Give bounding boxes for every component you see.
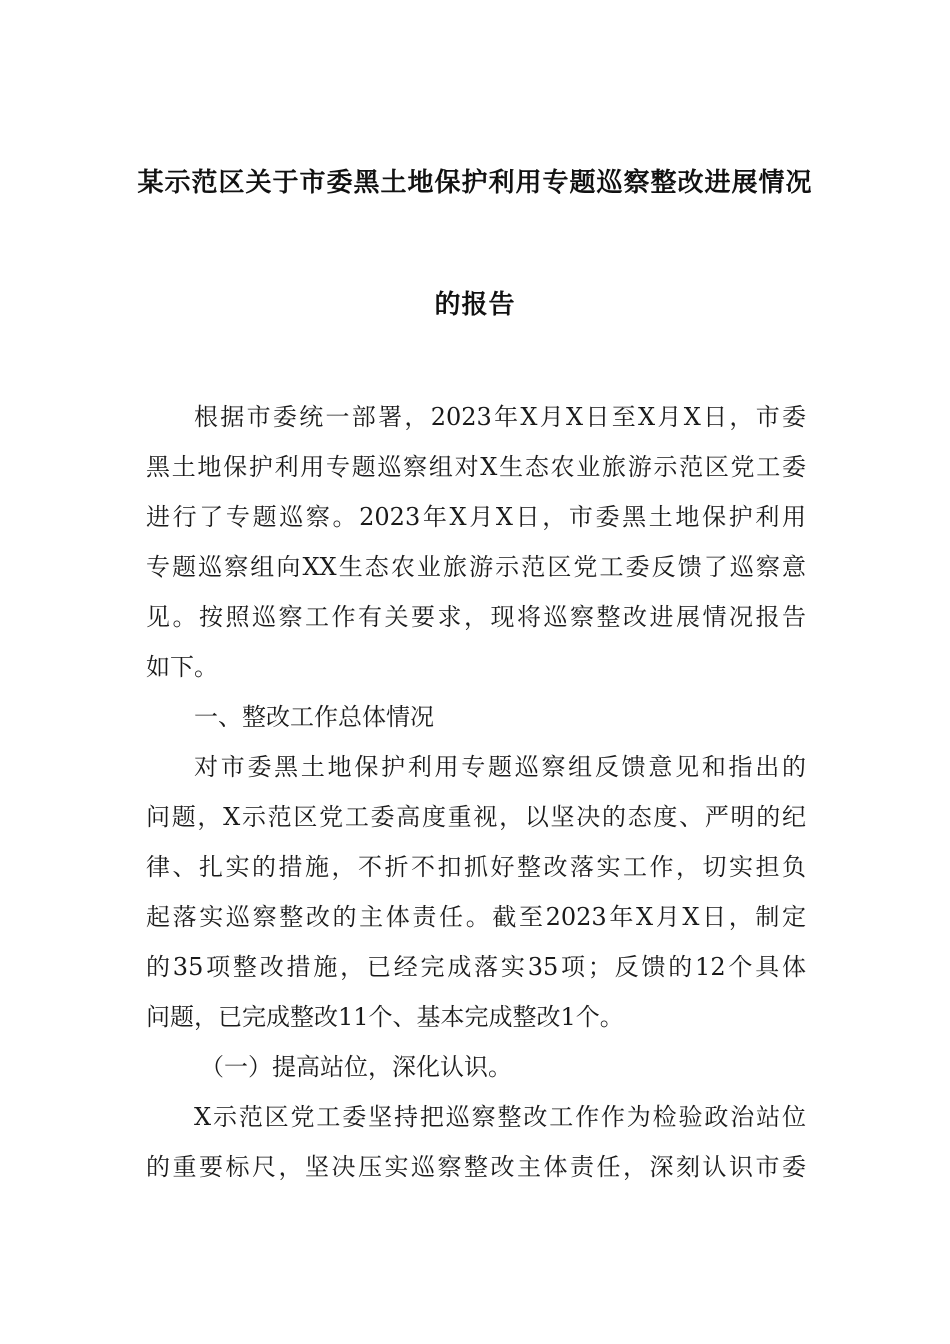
paragraph-line: 见。按照巡察工作有关要求，现将巡察整改进展情况报告 <box>146 603 806 631</box>
paragraph-line: 问题，X示范区党工委高度重视，以坚决的态度、严明的纪 <box>146 803 806 831</box>
paragraph-line: 律、扎实的措施，不折不扣抓好整改落实工作，切实担负 <box>146 853 806 881</box>
paragraph-line: 对市委黑土地保护利用专题巡察组反馈意见和指出的 <box>194 753 806 781</box>
document-body <box>146 392 806 1192</box>
paragraph-line: 起落实巡察整改的主体责任。截至2023年X月X日，制定 <box>146 903 806 931</box>
paragraph-line: 根据市委统一部署，2023年X月X日至X月X日，市委 <box>194 403 806 431</box>
paragraph-line: 问题，已完成整改11个、基本完成整改1个。 <box>146 1003 624 1031</box>
section-heading: 一、整改工作总体情况 <box>194 703 434 731</box>
paragraph-line: 的重要标尺，坚决压实巡察整改主体责任，深刻认识市委 <box>146 1153 806 1181</box>
paragraph-line: 进行了专题巡察。2023年X月X日，市委黑土地保护利用 <box>146 503 806 531</box>
paragraph-line: 专题巡察组向XX生态农业旅游示范区党工委反馈了巡察意 <box>146 553 806 581</box>
paragraph-line: 如下。 <box>146 653 218 681</box>
document-title-line-1: 某示范区关于市委黑土地保护利用专题巡察整改进展情况 <box>137 168 813 198</box>
paragraph-line: 的35项整改措施，已经完成落实35项；反馈的12个具体 <box>146 953 806 981</box>
paragraph-line: X示范区党工委坚持把巡察整改工作作为检验政治站位 <box>194 1103 806 1131</box>
document-title-line-2: 的报告 <box>434 290 516 320</box>
paragraph-line: 黑土地保护利用专题巡察组对X生态农业旅游示范区党工委 <box>146 453 806 481</box>
subsection-heading: （一）提高站位，深化认识。 <box>200 1053 512 1081</box>
